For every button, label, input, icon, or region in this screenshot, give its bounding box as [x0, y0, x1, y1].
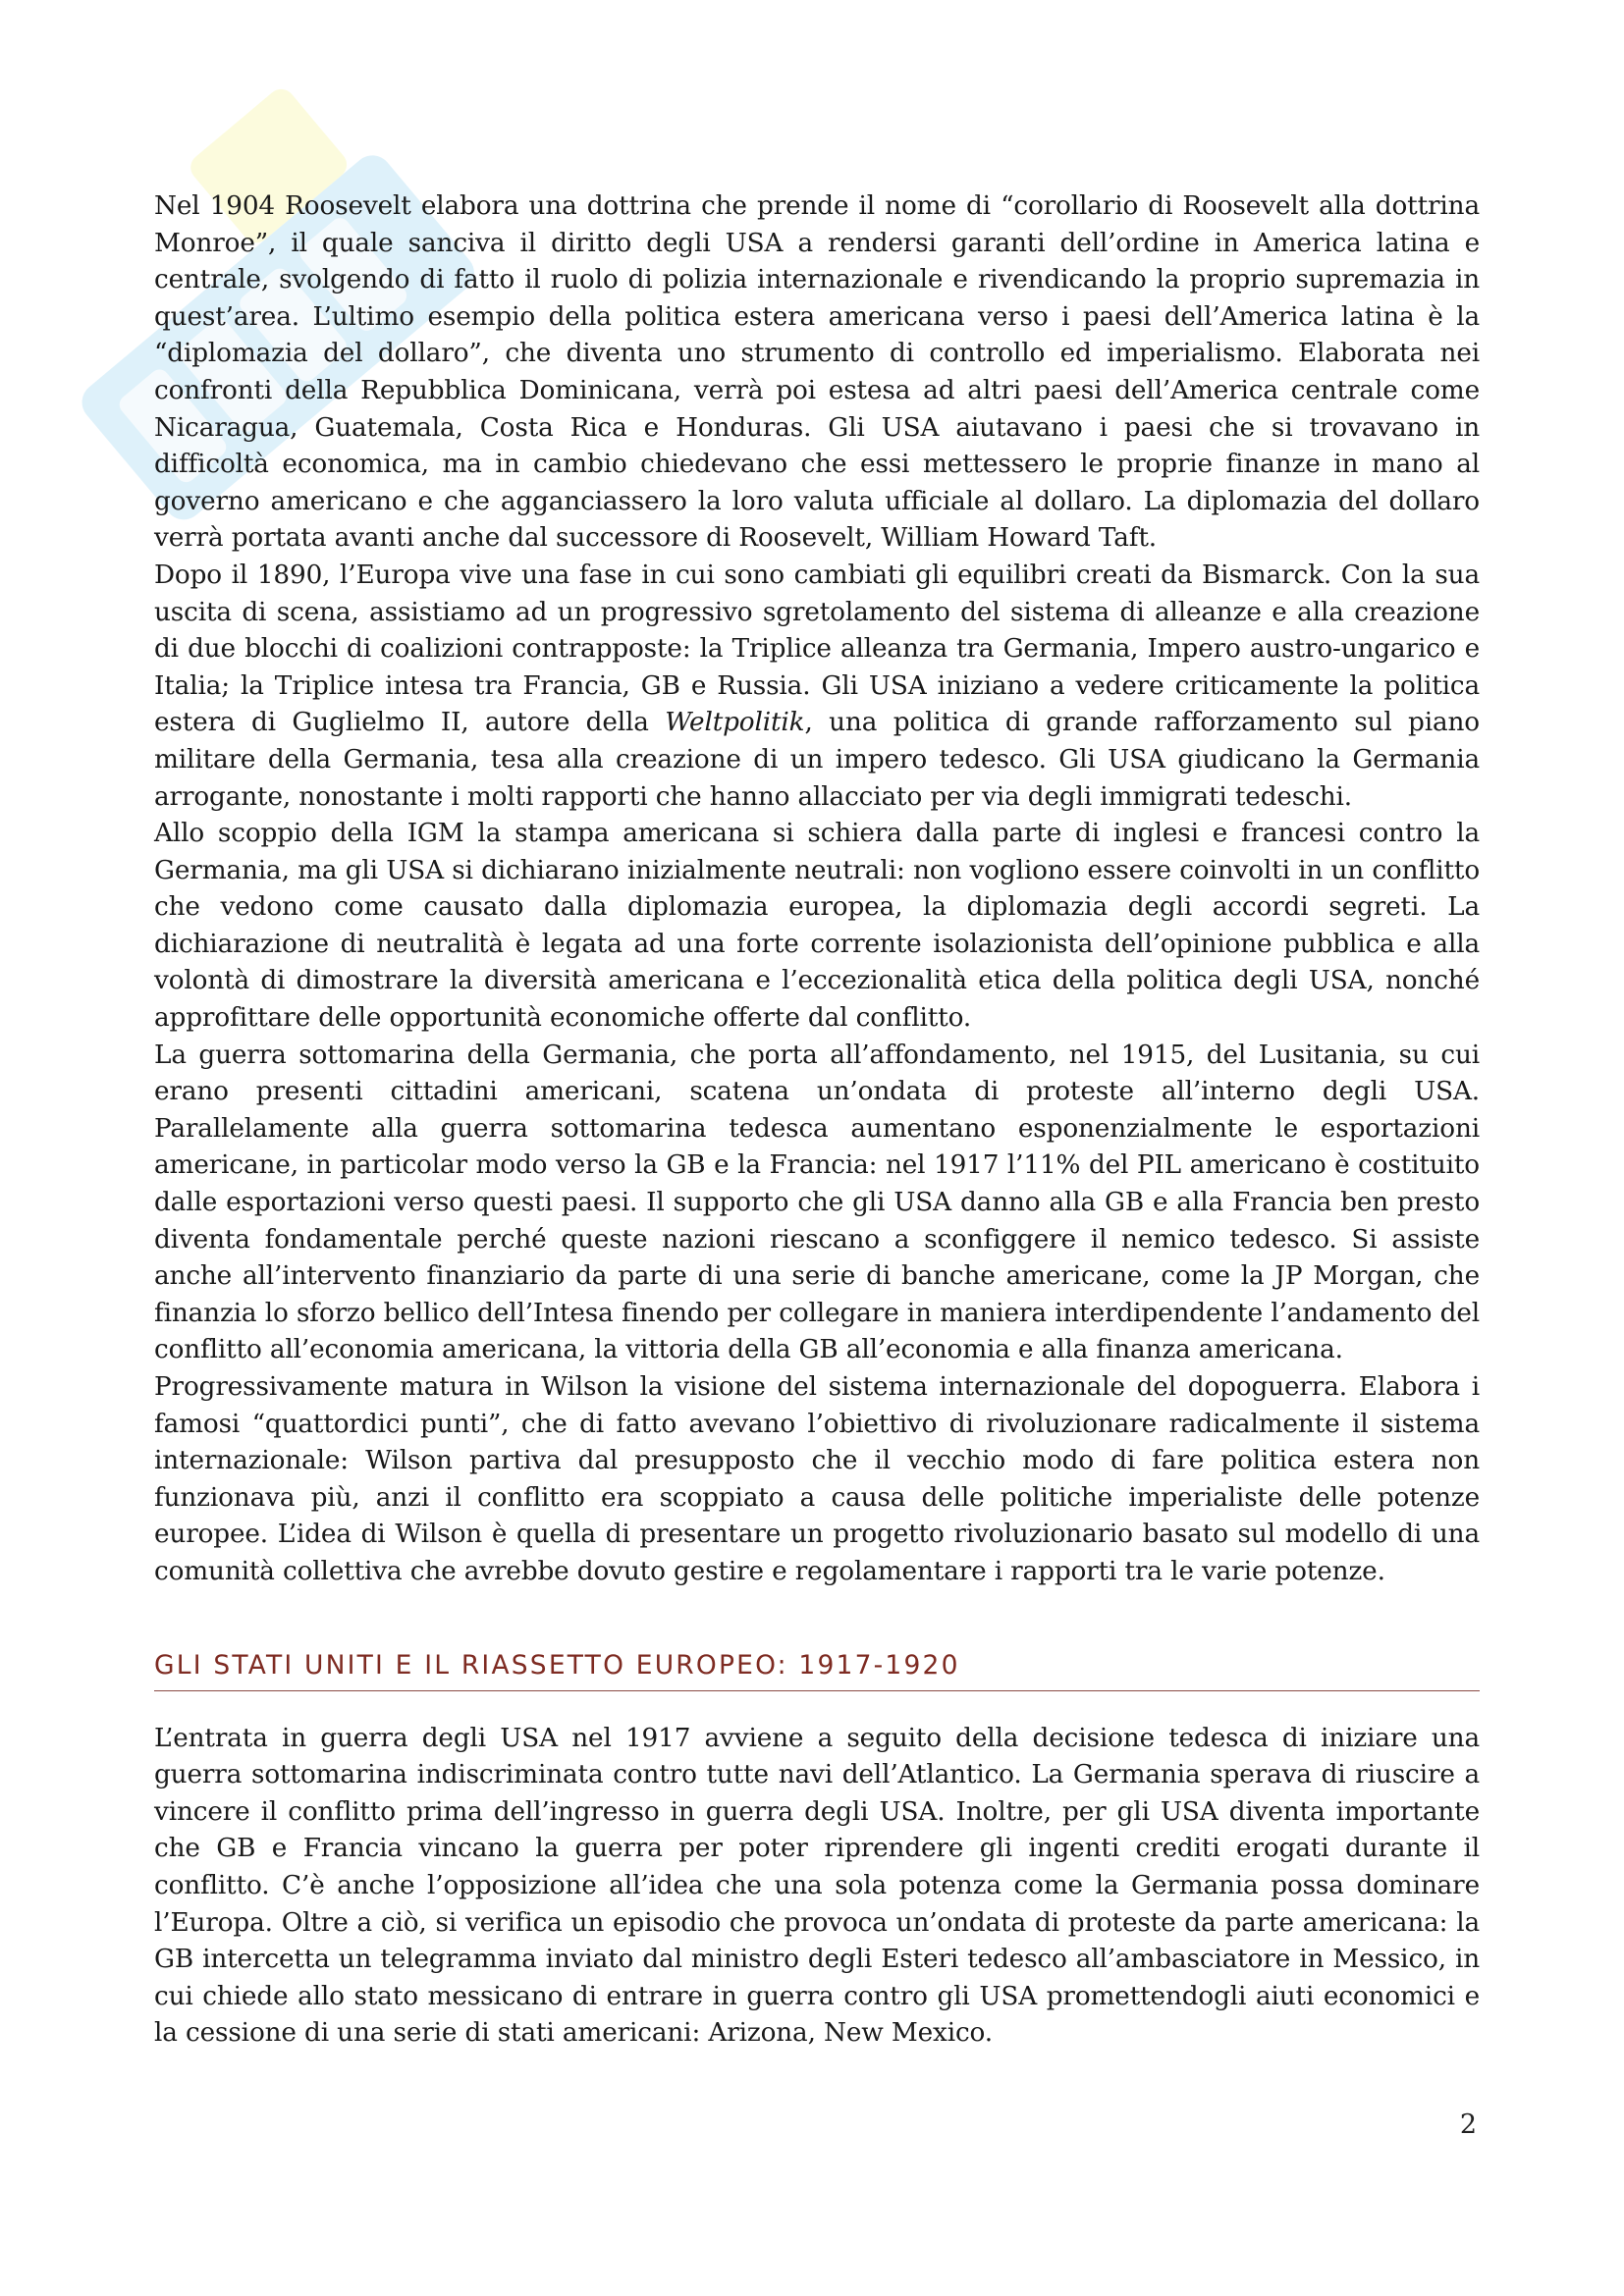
paragraph-text: Dopo il 1890, l’Europa vive una fase in cui sono cambiati gli equilibri creati da Bismarck. Con la sua uscita di scena, assistiamo ad un progressivo sgretolamento del sistema di alleanze e alla creazione di due blocchi di coalizioni contrapposte: la Triplice alleanza tra Germania, Impero austro-ungarico e Italia; la Triplice intesa tra Francia, GB e Russia. Gli USA iniziano a vedere criticamente la politica estera di Guglielmo II, autore della — [154, 560, 1480, 738]
paragraph-igm-neutrality: Allo scoppio della IGM la stampa americana si schiera dalla parte di inglesi e francesi contro la Germania, ma gli USA si dichiarano inizialmente neutrali: non vogliono essere coinvolti in un conflitto che vedono come causato dalla diplomazia europea, la diplomazia degli accordi segreti. La dichiarazione di neutralità è legata ad una forte corrente isolazionista dell’opinione pubblica e alla volontà di dimostrare la diversità americana e l’eccezionalità etica della politica degli USA, nonché approfittare delle opportunità economiche offerte dal conflitto. — [154, 819, 1480, 1034]
italic-term: Weltpolitik — [665, 708, 805, 738]
section-heading: GLI STATI UNITI E IL RIASSETTO EUROPEO: 1917-1920 — [154, 1650, 1480, 1691]
page-number: 2 — [1459, 2109, 1477, 2140]
paragraph-wilson-fourteen-points: Progressivamente matura in Wilson la visione del sistema internazionale del dopoguerra. Elabora i famosi “quattordici punti”, che di fatto avevano l’obiettivo di rivoluzionare radicalmente il sistema internazionale: Wilson partiva dal presupposto che il vecchio modo di fare politica estera non funzionava più, anzi il conflitto era scoppiato a causa delle politiche imperialiste delle potenze europee. L’idea di Wilson è quella di presentare un progetto rivoluzionario basato sul modello di una comunità collettiva che avrebbe dovuto gestire e regolamentare i rapporti tra le varie potenze. — [154, 1372, 1480, 1586]
paragraph-submarine-war: La guerra sottomarina della Germania, che porta all’affondamento, nel 1915, del Lusitania, su cui erano presenti cittadini americani, scatena un’ondata di proteste all’interno degli USA. Parallelamente alla guerra sottomarina tedesca aumentano esponenzialmente le esportazioni americane, in particolar modo verso la GB e la Francia: nel 1917 l’11% del PIL americano è costituito dalle esportazioni verso questi paesi. Il supporto che gli USA danno alla GB e alla Francia ben presto diventa fondamentale perché queste nazioni riescano a sconfiggere il nemico tedesco. Si assiste anche all’intervento finanziario da parte di una serie di banche americane, come la JP Morgan, che finanzia lo sforzo bellico dell’Intesa finendo per collegare in maniera interdipendente l’andamento del conflitto all’economia americana, la vittoria della GB all’economia e alla finanza americana. — [154, 1040, 1480, 1365]
paragraph-roosevelt-corollary: Nel 1904 Roosevelt elabora una dottrina che prende il nome di “corollario di Roosevelt alla dottrina Monroe”, il quale sanciva il diritto degli USA a rendersi garanti dell’ordine in America latina e centrale, svolgendo di fatto il ruolo di polizia internazionale e rivendicando la proprio supremazia in quest’area. L’ultimo esempio della politica estera americana verso i paesi dell’America latina è la “diplomazia del dollaro”, che diventa uno strumento di controllo ed imperialismo. Elaborata nei confronti della Repubblica Dominicana, verrà poi estesa ad altri paesi dell’America centrale come Nicaragua, Guatemala, Costa Rica e Honduras. Gli USA aiutavano i paesi che si trovavano in difficoltà economica, ma in cambio chiedevano che essi mettessero le proprie finanze in mano al governo americano e che agganciassero la loro valuta ufficiale al dollaro. La diplomazia del dollaro verrà portata avanti anche dal successore di Roosevelt, William Howard Taft. — [154, 191, 1480, 554]
page-body — [154, 188, 1480, 2053]
paragraph-text: , una politica di grande rafforzamento sul piano militare della Germania, tesa alla creazione di un impero tedesco. Gli USA giudicano la Germania arrogante, nonostante i molti rapporti che hanno allacciato per via degli immigrati tedeschi. — [154, 708, 1480, 812]
paragraph-europe-1890 — [154, 558, 1480, 816]
paragraph-usa-entry-war: L’entrata in guerra degli USA nel 1917 avviene a seguito della decisione tedesca di iniziare una guerra sottomarina indiscriminata contro tutte navi dell’Atlantico. La Germania sperava di riuscire a vincere il conflitto prima dell’ingresso in guerra degli USA. Inoltre, per gli USA diventa importante che GB e Francia vincano la guerra per poter riprendere gli ingenti crediti erogati durante il conflitto. C’è anche l’opposizione all’idea che una sola potenza come la Germania possa dominare l’Europa. Oltre a ciò, si verifica un episodio che provoca un’ondata di proteste da parte americana: la GB intercetta un telegramma inviato dal ministro degli Esteri tedesco all’ambasciatore in Messico, in cui chiede allo stato messicano di entrare in guerra contro gli USA promettendogli aiuti economici e la cessione di una serie di stati americani: Arizona, New Mexico. — [154, 1723, 1480, 2049]
